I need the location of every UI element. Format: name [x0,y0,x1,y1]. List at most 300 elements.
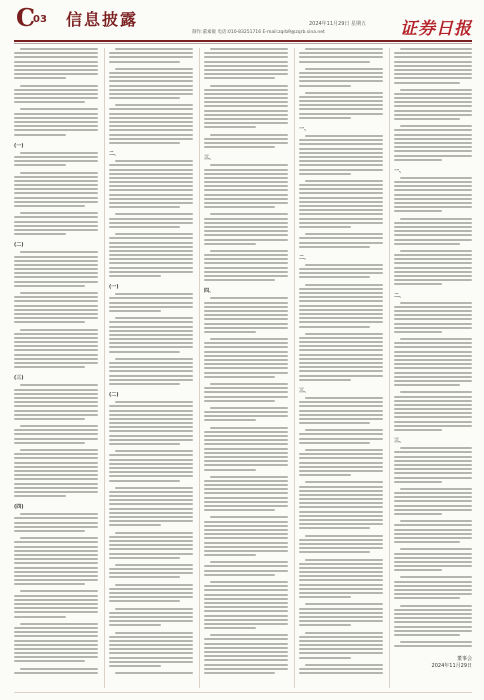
text-line [394,97,472,99]
text-line [299,494,383,496]
text-line [299,209,383,211]
text-line [204,647,288,649]
text-line [115,450,193,452]
text-line [299,337,383,339]
text-line [299,608,383,610]
text-line [14,349,98,351]
text-line [14,256,98,258]
text-line [394,146,472,148]
column-2-text [109,48,193,679]
text-line [109,129,193,131]
text-line [14,233,66,235]
text-line [109,218,193,220]
text-line [204,56,288,58]
text-line [109,370,193,372]
text-line [14,457,98,459]
text-line [299,511,383,513]
text-line [14,65,98,67]
text-line [109,80,193,82]
text-line [400,391,472,393]
text-line [14,466,98,468]
text-line [109,250,193,252]
text-line [394,114,472,116]
text-line [14,648,98,650]
text-line [394,380,472,382]
text-line [14,93,98,95]
text-line [109,134,193,136]
text-line [299,313,383,315]
text-line [14,117,98,119]
text-line [394,425,472,427]
text-line [305,603,383,605]
text-line [109,418,193,420]
text-line [299,305,383,307]
text-line [109,258,193,260]
text-line [109,463,193,465]
text-line [14,229,98,231]
text-line [299,457,383,459]
paragraph-gap [394,649,472,652]
text-line [14,478,98,480]
text-line [14,164,66,166]
text-line [14,309,98,311]
text-line [394,73,472,75]
paragraph-gap [204,150,288,153]
text-line [204,177,288,179]
text-line [204,492,288,494]
text-line [394,142,472,144]
text-line [14,635,98,637]
text-line [14,462,98,464]
text-line [394,585,472,587]
text-line [299,349,383,351]
text-line [204,323,288,325]
text-line [204,570,288,572]
text-line [20,172,98,174]
text-line [299,379,351,381]
text-line [115,233,193,235]
text-line [394,65,472,67]
text-line [394,306,472,308]
text-line [109,524,161,526]
text-line [204,222,288,224]
text-line [210,85,288,87]
paragraph-gap [109,387,193,390]
text-line [109,383,180,385]
text-line [14,562,98,564]
text-line [14,495,66,497]
text-line [394,355,472,357]
text-line [109,271,193,273]
text-line [299,523,383,525]
paragraph-gap [394,433,472,436]
text-line [109,652,193,654]
section-subheading: (一) [109,284,119,291]
column-5 [394,48,472,688]
text-line [14,345,98,347]
paragraph-gap [109,146,193,149]
text-line [394,118,460,120]
text-line [115,48,193,50]
text-line [394,283,442,285]
text-line [109,326,193,328]
text-line [20,212,98,214]
text-line [115,487,193,489]
text-line [299,276,370,278]
text-line [14,442,85,444]
text-line [204,659,288,661]
newspaper-logo: 证券日报 [400,19,472,39]
text-line [204,173,288,175]
text-line [299,288,383,290]
text-line [305,233,383,235]
text-line [204,206,275,208]
text-line [109,138,193,140]
text-line [109,576,180,578]
text-line [299,321,383,323]
text-line [109,414,193,416]
text-line [299,61,370,63]
text-line [299,300,383,302]
text-line [299,453,383,455]
text-line [394,254,472,256]
column-divider [389,48,390,688]
text-line [20,384,98,386]
text-line [20,251,98,253]
text-line [115,68,193,70]
header-rule [14,40,472,42]
text-line [115,532,193,534]
text-line [109,410,193,412]
text-line [14,393,98,395]
paragraph-gap [14,237,98,240]
text-line [210,338,288,340]
section-letter: C [16,3,36,32]
text-line [14,317,98,319]
paragraph-gap [299,676,383,679]
text-line [14,272,98,274]
text-line [204,114,288,116]
text-line [299,506,383,508]
text-line [109,600,180,602]
text-line [305,429,383,431]
text-line [115,358,193,360]
signature-line: 2024年11月29日 [431,663,472,670]
text-line [204,435,288,437]
text-line [394,533,472,535]
text-line [299,612,383,614]
text-line [14,554,98,556]
text-line [204,664,288,666]
text-line [14,52,98,54]
text-line [109,548,193,550]
text-line [299,422,370,424]
text-line [109,342,193,344]
text-line [394,210,442,212]
text-line [394,134,472,136]
text-line [14,201,98,203]
text-line [299,197,383,199]
text-line [109,89,193,91]
text-line [394,61,472,63]
text-line [210,297,288,299]
text-line [394,529,472,531]
text-line [14,595,98,597]
text-line [14,73,98,75]
text-line [109,177,193,179]
text-line [109,540,193,542]
text-line [204,275,288,277]
text-line [115,213,193,215]
text-line [394,412,472,414]
text-line [115,632,193,634]
text-line [14,401,98,403]
text-line [299,104,383,106]
text-line [14,567,98,569]
paragraph-gap [394,288,472,291]
text-line [109,72,193,74]
column-1-text [14,48,98,679]
text-line [14,672,98,674]
text-line [394,468,472,470]
text-line [299,527,370,529]
text-line [115,401,193,403]
text-line [204,271,288,273]
text-line [204,469,256,471]
text-line [204,218,288,220]
text-line [204,537,288,539]
paragraph-gap [394,163,472,166]
article-columns [14,48,472,688]
text-line [14,362,98,364]
text-line [204,497,288,499]
text-line [14,470,98,472]
paragraph-gap [299,121,383,124]
text-line [299,657,351,659]
text-line [109,439,193,441]
text-line [14,56,98,58]
text-line [299,405,383,407]
text-line [14,397,98,399]
text-line [14,276,98,278]
text-line [14,281,98,283]
text-line [109,588,193,590]
text-line [204,431,288,433]
text-line [394,279,472,281]
text-line [14,616,66,618]
text-line [14,640,98,642]
text-line [400,488,472,490]
text-line [394,537,472,539]
text-line [115,584,193,586]
text-line [14,575,98,577]
text-line [299,164,383,166]
text-line [204,110,288,112]
text-line [204,138,288,140]
text-line [394,376,472,378]
text-line [109,572,193,574]
text-line [14,366,85,368]
text-line [14,176,98,178]
text-line [20,513,98,515]
contact-line: 制作:董素敏 电话:010-83251716 E-mail:zqrb9@zqrb.sina.net [192,30,325,35]
text-line [299,652,383,654]
text-line [109,430,193,432]
text-line [14,571,98,573]
text-line [204,623,288,625]
text-line [115,564,193,566]
text-line [109,306,193,308]
text-line [204,342,288,344]
text-line [204,391,288,393]
text-line [14,160,98,162]
text-line [109,189,193,191]
text-line [204,488,288,490]
text-line [204,239,288,241]
text-line [14,491,98,493]
text-line [204,302,288,304]
text-line [299,76,383,78]
text-line [204,521,288,523]
text-line [14,611,98,613]
text-line [20,329,98,331]
text-line [394,477,472,479]
text-line [400,548,472,550]
text-line [14,268,98,270]
text-line [14,483,98,485]
text-line [14,603,98,605]
text-line [299,366,383,368]
text-line [394,327,472,329]
text-line [394,509,472,511]
text-line [394,496,472,498]
text-line [14,225,98,227]
text-line [14,354,98,356]
text-line [204,77,275,79]
section-subheading: 三、 [299,387,310,394]
text-line [394,275,472,277]
text-line [204,181,288,183]
text-line [204,525,288,527]
text-line [394,331,442,333]
text-line [109,612,193,614]
text-line [394,645,472,647]
text-line [14,192,98,194]
text-line [305,180,383,182]
text-line [400,250,472,252]
text-line [299,218,383,220]
text-line [394,155,472,157]
text-line [394,159,442,161]
text-line [299,362,383,364]
text-line [204,194,288,196]
text-line [204,189,288,191]
text-line [109,648,193,650]
text-line [14,438,98,440]
text-line [394,384,460,386]
text-line [299,345,383,347]
text-line [109,76,193,78]
text-line [394,553,472,555]
text-line [305,48,383,50]
text-line [109,267,193,269]
text-line [109,338,193,340]
text-line [109,516,193,518]
text-line [400,125,472,127]
text-line [394,464,472,466]
text-line [299,401,383,403]
text-line [109,121,193,123]
text-line [299,442,370,444]
text-line [394,77,472,79]
text-line [299,644,383,646]
text-line [204,142,288,144]
text-line [109,310,161,312]
text-line [204,73,288,75]
text-line [299,539,383,541]
text-line [14,333,98,335]
text-line [299,213,383,215]
text-line [299,242,383,244]
text-line [204,202,288,204]
text-line [299,490,383,492]
text-line [204,198,288,200]
text-line [115,293,193,295]
text-line [109,185,193,187]
text-line [204,372,288,374]
text-line [20,48,98,50]
text-line [305,632,383,634]
text-line [204,505,288,507]
text-line [14,101,85,103]
text-line [20,590,98,592]
text-line [20,537,98,539]
text-line [394,267,472,269]
text-line [14,550,98,552]
text-line [210,134,288,136]
text-line [299,341,383,343]
text-line [394,110,472,112]
text-line [299,108,383,110]
text-line [400,338,472,340]
text-line [14,522,98,524]
text-line [394,429,442,431]
text-line [109,202,193,204]
text-line [20,449,98,451]
text-line [109,108,193,110]
text-line [109,351,180,353]
text-line [299,563,383,565]
text-line [204,97,288,99]
text-line [299,636,383,638]
text-line [299,52,383,54]
text-line [210,407,288,409]
page-header [0,0,484,42]
text-line [204,61,288,63]
text-line [204,533,288,535]
text-line [400,520,472,522]
text-line [14,530,85,532]
text-line [299,640,383,642]
text-line [394,226,472,228]
text-line [204,574,275,576]
text-line [20,425,98,427]
text-line [394,198,472,200]
section-subheading: (二) [14,242,24,249]
text-line [109,226,180,228]
text-line [394,630,472,632]
text-line [109,616,193,618]
